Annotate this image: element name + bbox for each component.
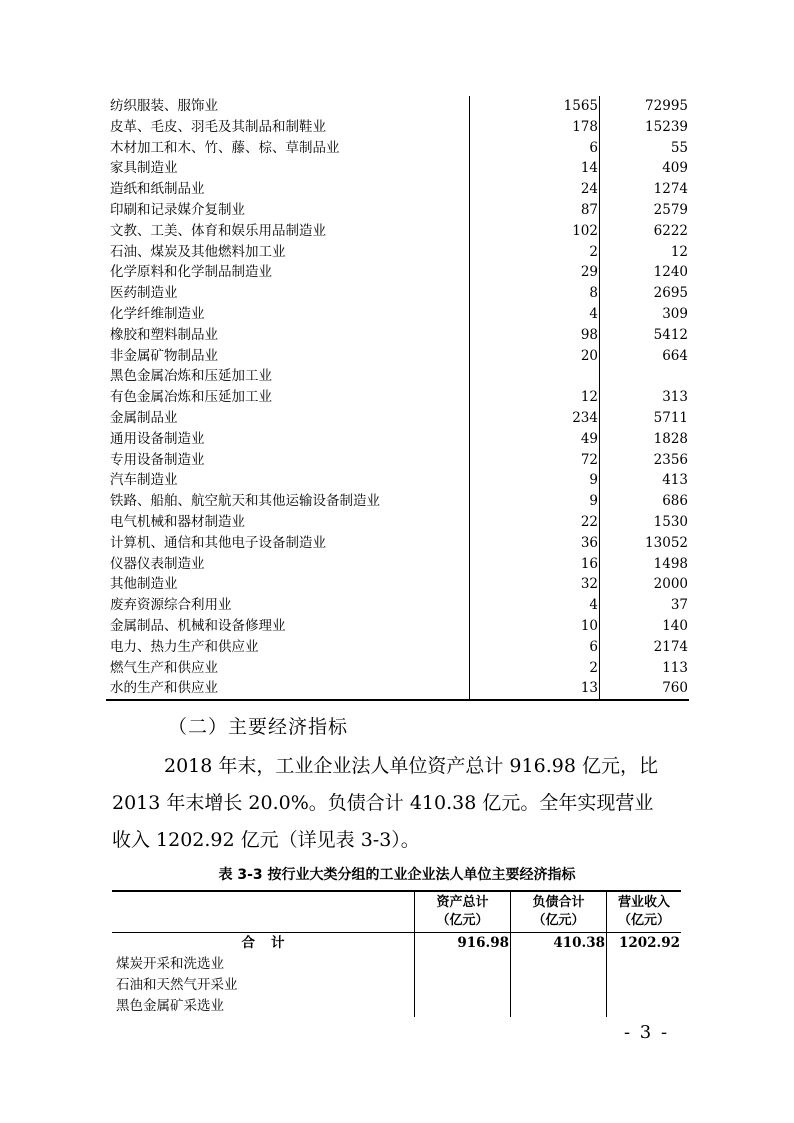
industry-name: 橡胶和塑料制品业 [106,325,470,346]
body-paragraph: 2018 年末，工业企业法人单位资产总计 916.98 亿元，比 2013 年末增长 20.0%。负债合计 410.38 亿元。全年实现营业收入 1202.92 亿元（详见表 3-3）。 [112,755,658,851]
header-assets: 资产总计 （亿元） [415,891,511,933]
count-value: 6 [470,637,600,658]
count-value [470,366,600,387]
table-row [106,179,689,200]
industry-name: 造纸和纸制品业 [106,179,470,200]
secondary-value: 140 [662,617,688,634]
table-row [106,387,689,408]
count-value: 32 [470,574,600,595]
industry-name: 皮革、毛皮、羽毛及其制品和制鞋业 [106,117,470,138]
secondary-value: 413 [662,472,688,489]
table-row [106,283,689,304]
industry-name: 金属制品业 [106,408,470,429]
secondary-value: 37 [670,597,688,614]
table-row [106,429,689,450]
table-row [112,996,681,1017]
secondary-value: 1530 [653,513,688,530]
header-liabilities: 负债合计 （亿元） [511,891,607,933]
secondary-value: 686 [662,493,688,510]
count-value: 8 [470,283,600,304]
row-label: 黑色金属矿采选业 [112,996,415,1017]
count-value: 98 [470,325,600,346]
count-value: 49 [470,429,600,450]
header-revenue: 营业收入 （亿元） [607,891,682,933]
secondary-value: 2356 [653,451,688,468]
table-row [106,533,689,554]
economic-indicators-table [112,890,681,1017]
table-row [106,678,689,700]
table-row [106,554,689,575]
total-revenue: 1202.92 [618,935,680,951]
secondary-value: 1240 [653,264,688,281]
secondary-value: 1274 [653,181,688,198]
count-value: 29 [470,262,600,283]
row-label: 煤炭开采和洗选业 [112,954,415,975]
count-value: 4 [470,595,600,616]
table-row [106,158,689,179]
count-value: 87 [470,200,600,221]
count-value: 2 [470,242,600,263]
count-value: 13 [470,678,600,700]
secondary-value: 15239 [645,118,688,135]
secondary-value: 6222 [653,222,688,239]
total-label: 合计 [112,933,415,955]
section-heading: （二）主要经济指标 [168,716,349,738]
count-value: 22 [470,512,600,533]
industry-name: 化学原料和化学制品制造业 [106,262,470,283]
count-value: 1565 [470,96,600,117]
secondary-value: 113 [662,659,688,676]
count-value: 10 [470,616,600,637]
industry-name: 文教、工美、体育和娱乐用品制造业 [106,221,470,242]
industry-name: 仪器仪表制造业 [106,554,470,575]
industry-name: 燃气生产和供应业 [106,658,470,679]
industry-count-table [106,96,689,701]
table-row [106,595,689,616]
secondary-value: 1498 [653,555,688,572]
count-value: 9 [470,470,600,491]
count-value: 24 [470,179,600,200]
secondary-value: 2174 [653,638,688,655]
industry-name: 化学纤维制造业 [106,304,470,325]
count-value: 72 [470,450,600,471]
count-value: 178 [470,117,600,138]
table-row [112,954,681,975]
count-value: 36 [470,533,600,554]
secondary-value: 72995 [645,98,688,114]
total-row [112,933,681,955]
industry-name: 非金属矿物制品业 [106,346,470,367]
secondary-value: 309 [662,305,688,322]
total-assets: 916.98 [415,933,511,955]
industry-name: 电力、热力生产和供应业 [106,637,470,658]
count-value: 6 [470,138,600,159]
header-blank [112,891,415,933]
secondary-value: 2695 [653,285,688,302]
secondary-value: 313 [662,389,688,406]
industry-name: 金属制品、机械和设备修理业 [106,616,470,637]
table-row [106,616,689,637]
industry-name: 黑色金属冶炼和压延加工业 [106,366,470,387]
table-row [106,512,689,533]
industry-name: 纺织服装、服饰业 [106,96,470,117]
industry-name: 家具制造业 [106,158,470,179]
table-row [106,574,689,595]
secondary-value: 2000 [653,576,688,593]
industry-name: 医药制造业 [106,283,470,304]
table-row [106,450,689,471]
table-row [106,637,689,658]
secondary-value: 13052 [645,534,688,551]
secondary-value: 760 [600,678,690,700]
industry-name: 其他制造业 [106,574,470,595]
table-row [106,491,689,512]
table-row [106,658,689,679]
table-title: 表 3-3 按行业大类分组的工业企业法人单位主要经济指标 [218,867,576,883]
table-row [106,117,689,138]
total-liabilities: 410.38 [511,933,607,955]
page-number: - 3 - [624,1022,670,1043]
table-row [106,96,689,117]
industry-name: 木材加工和木、竹、藤、棕、草制品业 [106,138,470,159]
table-row [106,470,689,491]
count-value: 4 [470,304,600,325]
secondary-value: 1828 [653,430,688,447]
industry-name: 电气机械和器材制造业 [106,512,470,533]
industry-name: 铁路、船舶、航空航天和其他运输设备制造业 [106,491,470,512]
table-row [106,200,689,221]
industry-name: 汽车制造业 [106,470,470,491]
industry-name: 有色金属冶炼和压延加工业 [106,387,470,408]
table-row [106,304,689,325]
secondary-value: 12 [670,243,688,260]
table-row [106,346,689,367]
row-label: 石油和天然气开采业 [112,975,415,996]
secondary-value: 664 [662,347,688,364]
table-row [106,325,689,346]
table-row [106,262,689,283]
table-row [106,138,689,159]
industry-name: 水的生产和供应业 [106,678,470,700]
table-row [106,221,689,242]
secondary-value: 2579 [653,201,688,218]
industry-name: 通用设备制造业 [106,429,470,450]
secondary-value: 55 [670,139,688,156]
table-row [106,366,689,387]
count-value: 12 [470,387,600,408]
secondary-value: 5711 [653,409,688,426]
count-value: 14 [470,158,600,179]
industry-name: 印刷和记录媒介复制业 [106,200,470,221]
industry-name: 计算机、通信和其他电子设备制造业 [106,533,470,554]
count-value: 9 [470,491,600,512]
count-value: 234 [470,408,600,429]
secondary-value: 409 [662,160,688,177]
table-row [106,408,689,429]
secondary-value [600,366,690,387]
count-value: 16 [470,554,600,575]
count-value: 102 [470,221,600,242]
industry-name: 石油、煤炭及其他燃料加工业 [106,242,470,263]
table-row [112,975,681,996]
table-row [106,242,689,263]
industry-name: 专用设备制造业 [106,450,470,471]
secondary-value: 5412 [653,326,688,343]
industry-name: 废弃资源综合利用业 [106,595,470,616]
count-value: 2 [470,658,600,679]
count-value: 20 [470,346,600,367]
